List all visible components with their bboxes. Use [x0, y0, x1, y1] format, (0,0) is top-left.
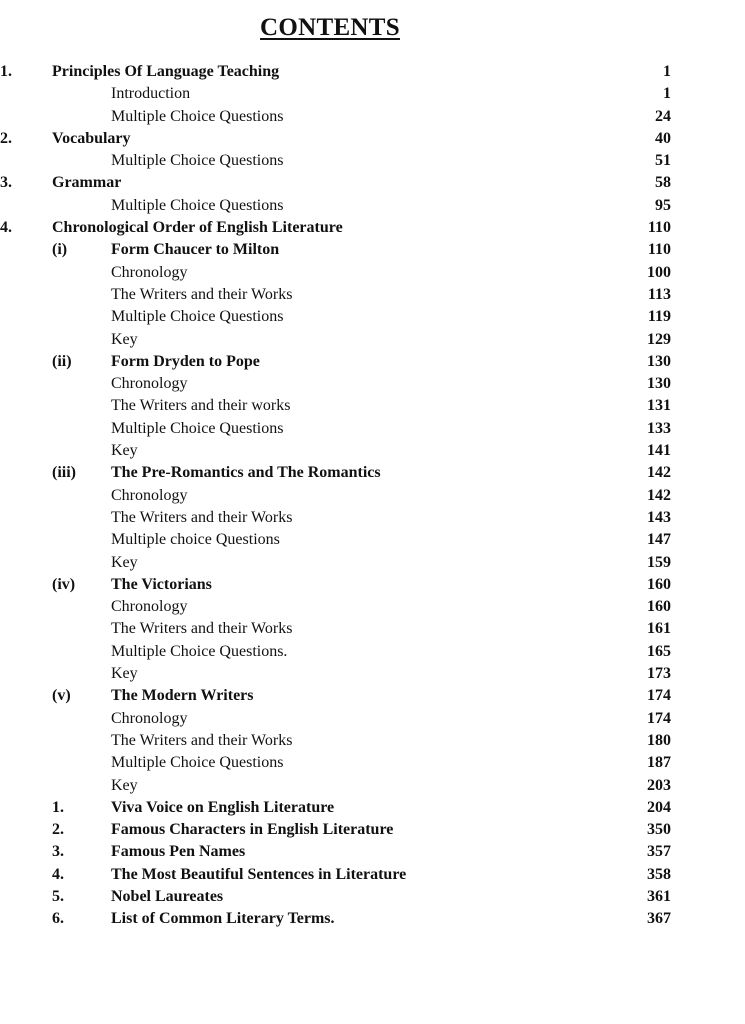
toc-entry-number: (i)	[52, 241, 68, 259]
toc-entry	[0, 217, 745, 239]
toc-entry-title: Key	[111, 553, 138, 571]
toc-entry-page-number: 130	[647, 375, 671, 393]
toc-entry	[0, 819, 745, 841]
toc-entry-page-number: 131	[647, 397, 671, 415]
toc-entry-page-number: 40	[655, 129, 671, 147]
toc-entry-page-number: 141	[647, 442, 671, 460]
toc-entry-page-number: 358	[647, 865, 671, 883]
toc-entry-number: 3.	[52, 843, 64, 861]
toc-entry-title: Form Chaucer to Milton	[111, 241, 280, 259]
toc-entry-page-number: 95	[655, 196, 671, 214]
toc-entry	[0, 128, 745, 150]
toc-entry-page-number: 143	[647, 508, 671, 526]
toc-entry-title: The Pre-Romantics and The Romantics	[111, 464, 381, 482]
toc-entry-title: The Writers and their works	[111, 397, 291, 415]
toc-entry-title: Vocabulary	[52, 129, 131, 147]
toc-entry	[0, 195, 745, 217]
toc-entry	[0, 529, 745, 551]
toc-entry-page-number: 174	[647, 687, 671, 705]
toc-entry-title: Principles Of Language Teaching	[52, 63, 280, 80]
toc-entry	[0, 61, 745, 83]
toc-entry-title: Chronology	[111, 263, 188, 281]
toc-entry	[0, 395, 745, 417]
toc-entry	[0, 797, 745, 819]
toc-entry-page-number: 160	[647, 575, 671, 593]
toc-entry-page-number: 130	[647, 352, 671, 370]
toc-entry-page-number: 1	[663, 85, 671, 103]
toc-entry-page-number: 1	[663, 63, 671, 80]
toc-entry	[0, 262, 745, 284]
toc-entry	[0, 462, 745, 484]
toc-entry	[0, 864, 745, 886]
toc-entry-page-number: 147	[647, 531, 671, 549]
toc-entry	[0, 329, 745, 351]
toc-entry-number: 6.	[52, 910, 64, 928]
toc-entry-title: The Most Beautiful Sentences in Literature	[111, 865, 407, 883]
toc-entry-page-number: 142	[647, 464, 671, 482]
toc-entry-title: Chronology	[111, 598, 188, 616]
toc-entry-page-number: 204	[647, 798, 671, 816]
toc-entry-page-number: 113	[647, 285, 671, 303]
toc-entry	[0, 418, 745, 440]
toc-entry-title: Multiple Choice Questions	[111, 152, 284, 170]
toc-entry	[0, 172, 745, 194]
toc-entry-number: 1.	[52, 798, 64, 816]
toc-entry-title: Form Dryden to Pope	[111, 352, 260, 370]
toc-entry-page-number: 160	[647, 598, 671, 616]
toc-entry	[0, 284, 745, 306]
toc-entry-page-number: 180	[647, 731, 671, 749]
toc-entry-title: The Writers and their Works	[111, 731, 293, 749]
toc-entry-page-number: 51	[655, 152, 671, 170]
toc-entry-title: Famous Characters in English Literature	[111, 821, 394, 839]
toc-entry-title: Nobel Laureates	[111, 887, 224, 905]
toc-entry-number: 2.	[0, 129, 12, 147]
toc-entry-title: Multiple choice Questions	[111, 531, 280, 549]
toc-entry-number: 4.	[0, 219, 12, 237]
toc-entry-page-number: 58	[655, 174, 671, 192]
toc-entry-title: The Writers and their Works	[111, 285, 293, 303]
toc-entry	[0, 841, 745, 863]
toc-entry-number: 4.	[52, 865, 64, 883]
toc-entry-page-number: 173	[647, 665, 671, 683]
table-of-contents	[0, 61, 745, 931]
toc-entry-title: Multiple Choice Questions	[111, 419, 284, 437]
toc-entry-number: (iv)	[52, 575, 76, 593]
toc-entry	[0, 440, 745, 462]
toc-entry-title: Key	[111, 442, 138, 460]
toc-entry-title: Famous Pen Names	[111, 843, 246, 861]
toc-entry	[0, 574, 745, 596]
toc-entry	[0, 507, 745, 529]
toc-entry-page-number: 119	[647, 308, 671, 326]
toc-entry	[0, 752, 745, 774]
toc-entry-number: 2.	[52, 821, 64, 839]
toc-entry	[0, 306, 745, 328]
toc-entry-title: Key	[111, 665, 138, 683]
toc-entry-page-number: 357	[647, 843, 671, 861]
toc-entry-title: Multiple Choice Questions	[111, 308, 284, 326]
toc-entry-page-number: 203	[647, 776, 671, 794]
toc-entry	[0, 708, 745, 730]
toc-entry-page-number: 24	[655, 107, 671, 125]
toc-entry-number: (iii)	[52, 464, 76, 482]
toc-entry	[0, 908, 745, 930]
toc-entry-page-number: 110	[647, 241, 671, 259]
toc-entry-page-number: 187	[647, 754, 671, 772]
toc-entry	[0, 106, 745, 128]
toc-entry	[0, 239, 745, 261]
toc-entry-title: The Writers and their Works	[111, 620, 293, 638]
page-title	[0, 14, 660, 42]
toc-entry	[0, 373, 745, 395]
toc-entry-number: 5.	[52, 887, 64, 905]
toc-entry-title: Chronology	[111, 375, 188, 393]
toc-entry-page-number: 161	[647, 620, 671, 638]
toc-entry-title: Grammar	[52, 174, 122, 192]
toc-entry-page-number: 367	[647, 910, 671, 928]
toc-entry	[0, 596, 745, 618]
toc-entry	[0, 886, 745, 908]
toc-entry-page-number: 361	[647, 887, 671, 905]
toc-entry	[0, 83, 745, 105]
toc-entry-page-number: 165	[647, 642, 671, 660]
toc-entry-title: Multiple Choice Questions	[111, 196, 284, 214]
toc-entry-title: Introduction	[111, 85, 191, 103]
toc-entry-title: Multiple Choice Questions.	[111, 642, 288, 660]
toc-entry-title: Key	[111, 776, 138, 794]
toc-entry	[0, 775, 745, 797]
toc-entry	[0, 485, 745, 507]
page-title-text: CONTENTS	[260, 14, 400, 41]
toc-entry-title: Chronology	[111, 486, 188, 504]
toc-entry-title: Multiple Choice Questions	[111, 754, 284, 772]
toc-entry-title: The Victorians	[111, 575, 212, 593]
toc-entry	[0, 351, 745, 373]
toc-entry-title: Chronology	[111, 709, 188, 727]
toc-entry	[0, 730, 745, 752]
toc-entry-title: Viva Voice on English Literature	[111, 798, 335, 816]
toc-entry-page-number: 159	[647, 553, 671, 571]
toc-entry-page-number: 100	[647, 263, 671, 281]
toc-entry-title: Key	[111, 330, 138, 348]
toc-entry-page-number: 350	[647, 821, 671, 839]
toc-entry-page-number: 142	[647, 486, 671, 504]
toc-entry-number: (ii)	[52, 352, 72, 370]
toc-entry-number: 1.	[0, 63, 12, 80]
toc-entry	[0, 618, 745, 640]
toc-entry-title: The Modern Writers	[111, 687, 254, 705]
toc-entry	[0, 552, 745, 574]
toc-entry-title: List of Common Literary Terms.	[111, 910, 335, 928]
toc-entry-page-number: 110	[647, 219, 671, 237]
toc-entry	[0, 641, 745, 663]
toc-entry-number: 3.	[0, 174, 12, 192]
toc-entry-page-number: 129	[647, 330, 671, 348]
toc-entry-page-number: 174	[647, 709, 671, 727]
toc-entry	[0, 685, 745, 707]
toc-entry	[0, 150, 745, 172]
toc-entry	[0, 663, 745, 685]
toc-entry-title: Multiple Choice Questions	[111, 107, 284, 125]
toc-entry-number: (v)	[52, 687, 71, 705]
toc-entry-page-number: 133	[647, 419, 671, 437]
toc-entry-title: The Writers and their Works	[111, 508, 293, 526]
toc-entry-title: Chronological Order of English Literature	[52, 219, 343, 237]
